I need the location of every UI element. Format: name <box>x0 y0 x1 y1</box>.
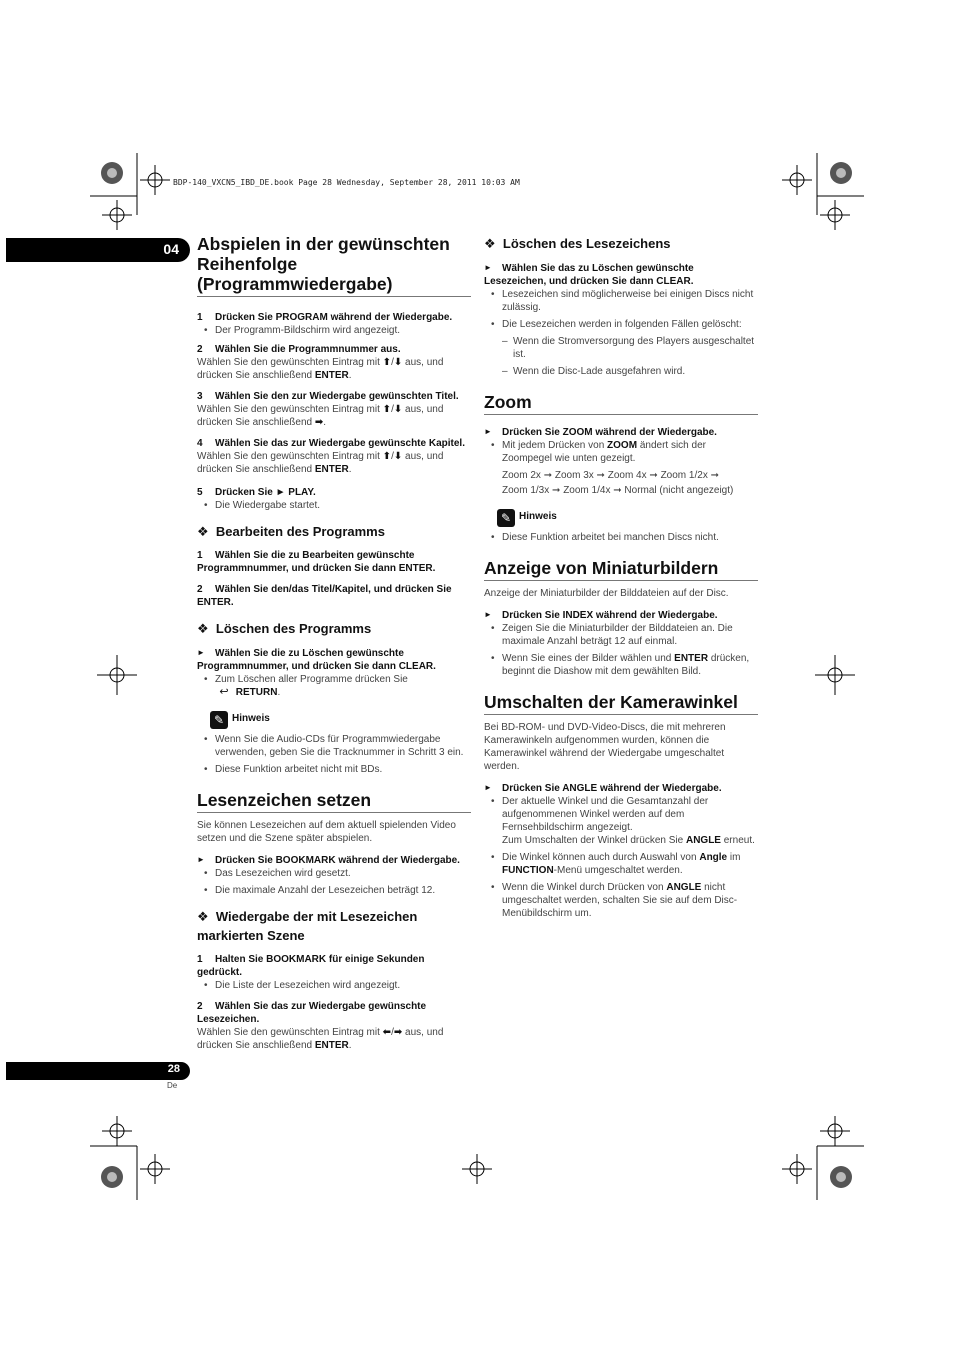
page-language: De <box>167 1081 178 1090</box>
step-text: Halten Sie BOOKMARK für einige Sekunden gedrückt. <box>197 954 425 978</box>
section-intro: Anzeige der Miniaturbilder der Bilddateien auf der Disc. <box>484 588 729 599</box>
note-heading: ✎ Hinweis <box>497 509 758 527</box>
section-title-zoom: Zoom <box>484 392 758 415</box>
list-subitem: – Wenn die Disc-Lade ausgefahren wird. <box>484 365 758 378</box>
list-item: • Zum Löschen aller Programme drücken Sie ↩ RETURN. <box>197 673 471 699</box>
arrow-right-icon: ➞ <box>710 470 719 481</box>
subsection-delete-bookmark: ❖ Löschen des Lesezeichens <box>484 236 671 251</box>
section-title-program-playback: Abspielen in der gewünschten Reihenfolge (Programmwiedergabe) <box>197 234 471 297</box>
arrow-left-icon: ⬅ <box>382 1027 392 1038</box>
step-arrow-icon: ► <box>484 610 492 619</box>
step-text: Wählen Sie den/das Titel/Kapitel, und drücken Sie ENTER. <box>197 584 452 608</box>
step-5: 5 Drücken Sie ► PLAY. • Die Wiedergabe startet. <box>197 486 471 512</box>
step-body: Wählen Sie den gewünschten Eintrag mit ⬆/⬇ aus, und drücken Sie anschließend ENTER. <box>197 357 444 381</box>
step-2 <box>197 343 471 382</box>
right-column <box>484 234 758 924</box>
arrow-up-icon: ⬆ <box>382 404 392 415</box>
list-item: • Zeigen Sie die Miniaturbilder der Bilddateien an. Die maximale Anzahl beträgt 12 auf einmal. <box>484 622 758 648</box>
list-item: • Diese Funktion arbeitet bei manchen Discs nicht. <box>484 531 758 544</box>
list-subitem: – Wenn die Stromversorgung des Players ausgeschaltet ist. <box>484 335 758 361</box>
arrow-up-icon: ⬆ <box>382 451 392 462</box>
step-text: Drücken Sie PROGRAM während der Wiedergabe. <box>215 312 453 323</box>
return-arrow-icon: ↩ <box>219 686 229 698</box>
step-arrow-icon: ► <box>197 648 205 657</box>
list-item: • Wenn Sie die Audio-CDs für Programmwiedergabe verwenden, geben Sie die Tracknummer in Schritt 3 ein. <box>197 733 471 759</box>
diamond-bullet-icon: ❖ <box>484 236 496 251</box>
arrow-right-icon: ➡ <box>393 1027 403 1038</box>
step-arrow-icon: ► <box>484 263 492 272</box>
subsection-marked-scene: ❖ Wiedergabe der mit Lesezeichen markierten Szene <box>197 909 418 943</box>
step-text: Wählen Sie den zur Wiedergabe gewünschten Titel. <box>215 391 459 402</box>
step-text: Wählen Sie das zu Löschen gewünschte Lesezeichen, und drücken Sie dann CLEAR. <box>484 263 694 287</box>
arrow-down-icon: ⬇ <box>393 357 403 368</box>
list-item: • Die Wiedergabe startet. <box>197 499 471 512</box>
arrow-right-icon: ➡ <box>314 417 324 428</box>
step-body: Wählen Sie den gewünschten Eintrag mit ⬆/⬇ aus, und drücken Sie anschließend ENTER. <box>197 451 444 475</box>
step-text: Drücken Sie ANGLE während der Wiedergabe. <box>502 783 722 794</box>
arrow-right-icon: ➞ <box>649 470 658 481</box>
list-item: • Der aktuelle Winkel und die Gesamtanzahl der aufgenommenen Winkel werden auf dem Fernsehbildschirm angezeigt. Zum Umschalten der Winkel drücken Sie ANGLE erneut. <box>484 795 758 847</box>
step-text: Wählen Sie die Programmnummer aus. <box>215 344 401 355</box>
arrow-down-icon: ⬇ <box>393 404 403 415</box>
section-title-bookmark: Lesenzeichen setzen <box>197 790 471 813</box>
section-title-camera-angle: Umschalten der Kamerawinkel <box>484 692 758 715</box>
step-number: 2 <box>197 1001 203 1012</box>
list-item: • Diese Funktion arbeitet nicht mit BDs. <box>197 763 471 776</box>
step-text: Drücken Sie INDEX während der Wiedergabe. <box>502 610 718 621</box>
subsection-edit-program: ❖ Bearbeiten des Programms <box>197 524 385 539</box>
step-number: 1 <box>197 312 203 323</box>
chapter-tab <box>6 238 190 262</box>
section-title-thumbnails: Anzeige von Miniaturbildern <box>484 558 758 581</box>
arrow-right-icon: ➞ <box>613 485 622 496</box>
section-intro: Bei BD-ROM- und DVD-Video-Discs, die mit mehreren Kamerawinkeln aufgenommen wurden, können die Kamerawinkel während der Wiedergabe umgeschaltet werden. <box>484 722 726 772</box>
arrow-right-icon: ➞ <box>596 470 605 481</box>
note-pencil-icon: ✎ <box>497 509 515 527</box>
list-item: • Mit jedem Drücken von ZOOM ändert sich der Zoompegel wie unten gezeigt. <box>484 439 758 465</box>
step-text: Wählen Sie das zur Wiedergabe gewünschte Lesezeichen. <box>197 1001 427 1025</box>
step-text: Drücken Sie ZOOM während der Wiedergabe. <box>502 427 717 438</box>
step-number: 1 <box>197 550 203 561</box>
step-body: Wählen Sie den gewünschten Eintrag mit ⬆/⬇ aus, und drücken Sie anschließend ➡. <box>197 404 444 428</box>
zoom-levels-line-2: Zoom 1/3x ➞ Zoom 1/4x ➞ Normal (nicht angezeigt) <box>502 485 734 496</box>
left-column <box>197 234 471 1052</box>
diamond-bullet-icon: ❖ <box>197 524 209 539</box>
list-item: • Der Programm-Bildschirm wird angezeigt. <box>197 324 471 337</box>
step-1 <box>197 311 471 337</box>
arrow-up-icon: ⬆ <box>382 357 392 368</box>
list-item: • Die Winkel können auch durch Auswahl von Angle im FUNCTION-Menü umgeschaltet werden. <box>484 851 758 877</box>
step-4 <box>197 437 471 476</box>
step-number: 3 <box>197 391 203 402</box>
list-item: • Die Lesezeichen werden in folgenden Fällen gelöscht: <box>484 318 758 331</box>
step-number: 2 <box>197 584 203 595</box>
subsection-delete-program: ❖ Löschen des Programms <box>197 621 372 636</box>
step-arrow-icon: ► <box>484 783 492 792</box>
step-number: 4 <box>197 438 203 449</box>
list-item: • Die Liste der Lesezeichen wird angezeigt. <box>197 979 471 992</box>
step-3 <box>197 390 471 429</box>
step-body: Wählen Sie den gewünschten Eintrag mit ⬅/➡ aus, und drücken Sie anschließend ENTER. <box>197 1027 444 1051</box>
diamond-bullet-icon: ❖ <box>197 909 209 924</box>
play-icon: ► <box>275 487 286 498</box>
list-item: • Die maximale Anzahl der Lesezeichen beträgt 12. <box>197 884 471 897</box>
step-number: 2 <box>197 344 203 355</box>
note-pencil-icon: ✎ <box>210 711 228 729</box>
step-arrow-icon: ► <box>484 427 492 436</box>
chapter-number: 04 <box>163 241 179 257</box>
list-item: • Das Lesezeichen wird gesetzt. <box>197 867 471 880</box>
step-arrow-icon: ► <box>197 855 205 864</box>
page-number-tab <box>6 1062 190 1080</box>
print-header-file-info: BDP-140_VXCN5_IBD_DE.book Page 28 Wednesday, September 28, 2011 10:03 AM <box>173 178 520 187</box>
zoom-levels-line-1: Zoom 2x ➞ Zoom 3x ➞ Zoom 4x ➞ Zoom 1/2x ➞ <box>502 470 719 481</box>
list-item: • Lesezeichen sind möglicherweise bei einigen Discs nicht zulässig. <box>484 288 758 314</box>
step-text: Drücken Sie BOOKMARK während der Wiedergabe. <box>215 855 460 866</box>
diamond-bullet-icon: ❖ <box>197 621 209 636</box>
step-number: 5 <box>197 487 203 498</box>
step-text: Wählen Sie die zu Löschen gewünschte Programmnummer, und drücken Sie dann CLEAR. <box>197 648 436 672</box>
section-intro: Sie können Lesezeichen auf dem aktuell spielenden Video setzen und die Szene später abspielen. <box>197 820 456 844</box>
step-text: Wählen Sie das zur Wiedergabe gewünschte Kapitel. <box>215 438 465 449</box>
arrow-right-icon: ➞ <box>552 485 561 496</box>
step-number: 1 <box>197 954 203 965</box>
list-item: • Wenn Sie eines der Bilder wählen und ENTER drücken, beginnt die Diashow mit dem gewählten Bild. <box>484 652 758 678</box>
arrow-right-icon: ➞ <box>543 470 553 481</box>
arrow-down-icon: ⬇ <box>393 451 403 462</box>
list-item: • Wenn die Winkel durch Drücken von ANGLE nicht umgeschaltet werden, schalten Sie sie auf dem Disc-Menübildschirm um. <box>484 881 758 920</box>
page-number: 28 <box>167 1063 180 1075</box>
note-heading: ✎ Hinweis <box>210 711 471 729</box>
step-text: Wählen Sie die zu Bearbeiten gewünschte Programmnummer, und drücken Sie dann ENTER. <box>197 550 436 574</box>
